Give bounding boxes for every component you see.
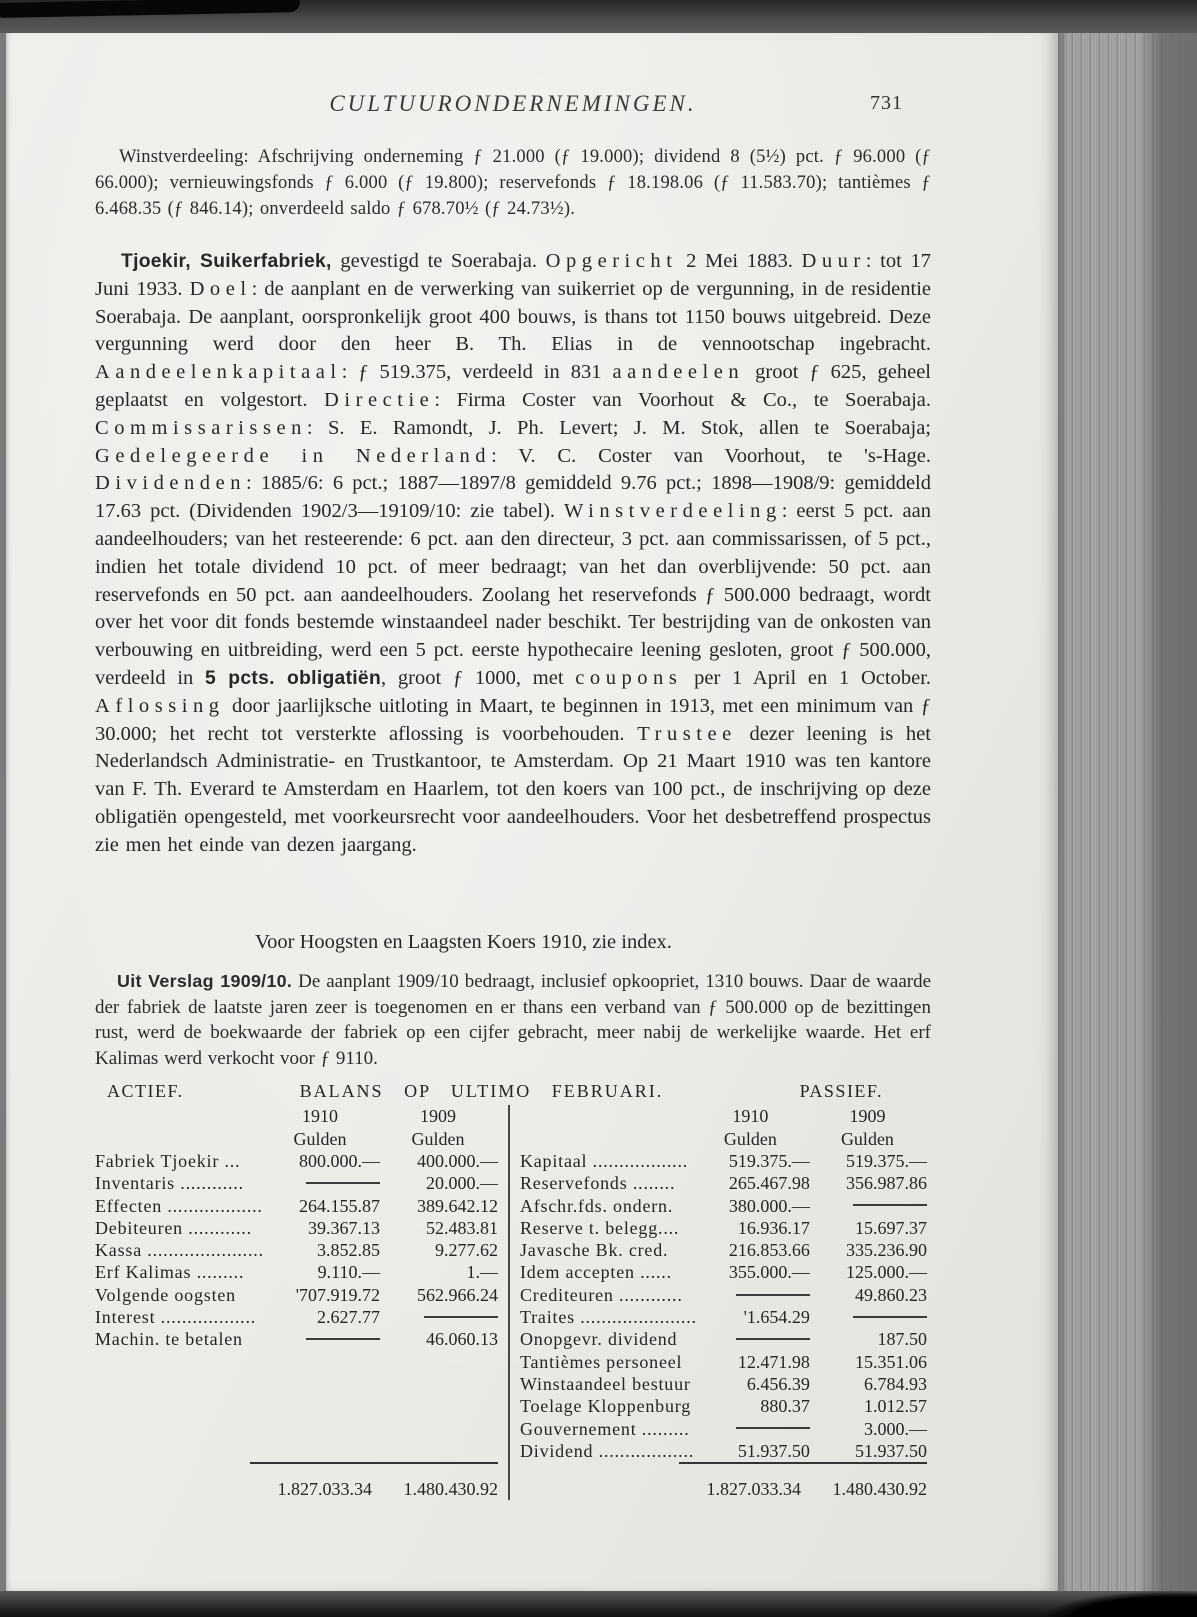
passief-table-head <box>520 1105 931 1150</box>
body-text: 2 Mei 1883. <box>677 250 802 272</box>
table-row <box>95 1328 502 1350</box>
table-row <box>520 1284 931 1306</box>
table-row <box>520 1261 931 1283</box>
row-value: 356.987.86 <box>845 1173 927 1194</box>
winstverdeeling-paragraph <box>95 144 931 222</box>
row-value: '707.919.72 <box>295 1284 380 1305</box>
body-text: : 1885/6: 6 pct.; 1887—1897/8 gemiddeld 9.76 pct.; 1898—1908/9: gemiddeld 17.63 pct. (Dividenden 1902/3—19109/10: zie tabel). <box>95 472 931 523</box>
unit-header-row <box>95 1128 502 1150</box>
row-value: '1.654.29 <box>743 1307 810 1328</box>
letterspaced-text: aandeelen <box>612 361 745 384</box>
letterspaced-text: Aflossing <box>95 694 225 717</box>
row-value: 51.937.50 <box>854 1440 927 1461</box>
body-text: dezer leening is het Nederlandsch Administratie- en Trustkantoor, te Amsterdam. Op 21 Maart 1910 was ten kantore van F. Th. Everard te Amsterdam en Haarlem, tot den koers van 100 pct., de inschrijving op deze obligatiën opengesteld, met voorkeursrecht voor aandeelhouders. Voor het desbetreffend prospectus zie men het einde van dezen jaargang. <box>95 722 931 856</box>
row-value: 562.966.24 <box>416 1284 498 1305</box>
body-text: : tot 17 Juni 1933. <box>95 250 931 300</box>
row-value: 264.155.87 <box>298 1195 380 1216</box>
body-text: per 1 April en 1 October. <box>682 666 932 689</box>
table-row <box>520 1306 931 1328</box>
row-label: Kapitaal .................. <box>519 1150 689 1171</box>
table-row <box>520 1239 931 1261</box>
page-content <box>95 31 931 1500</box>
journal-title: CULTUURONDERNEMINGEN. <box>329 91 697 116</box>
book-page-stack-edge <box>1058 0 1197 1617</box>
verslag-paragraph <box>95 969 931 1071</box>
year-header-row <box>520 1105 931 1127</box>
row-value: 15.351.06 <box>854 1351 927 1372</box>
letterspaced-text: Winstverdeeling <box>564 500 782 523</box>
letterspaced-text: Aandeelenkapitaal <box>95 361 342 384</box>
year-1910-header: 1910 <box>301 1106 338 1127</box>
actief-totals <box>250 1462 498 1500</box>
letterspaced-text: Dividenden <box>95 472 246 495</box>
row-value: 3.000.— <box>863 1418 927 1439</box>
row-value: 39.367.13 <box>307 1217 380 1238</box>
body-text: door jaarlijksche uitloting in Maart, te beginnen in 1913, met een minimum van ƒ 30.000; het recht tot versterkte aflossing is voorbehouden. <box>95 694 931 745</box>
body-text: De aanplant 1909/10 bedraagt, inclusief opkoopriet, 1310 bouws. Daar de waarde der fabriek de laatste jaren zeer is toegenomen en er thans een verband van ƒ 500.000 op de bezittingen rust, werd de boekwaarde der fabriek op een cijfer gebracht, meer nabij de werkelijke waarde. Het erf Kalimas werd verkocht voor ƒ 9110. <box>95 971 932 1069</box>
row-label: Dividend .................. <box>519 1440 695 1461</box>
body-text: : eerst 5 pct. aan aandeelhouders; van het resteerende: 6 pct. aan den directeur, 3 pct. aan commissarissen, of 5 pct., indien het totale dividend 10 pct. of meer bedraagt; van het dan overblijvende: 50 pct. aan reservefonds en 50 pct. aan aandeelhouders. Zoolang het reservefonds ƒ 500.000 bedraagt, wordt over het voor dit fonds bestemde winstaandeel nader beschikt. Ter bestrijding van de onkosten van verbouwing en uitbreiding, werd een 5 pct. eerste hypothecaire leening gesloten, groot ƒ 500.000, verdeeld in <box>95 500 931 689</box>
row-label: Idem accepten ...... <box>519 1262 672 1283</box>
table-row <box>520 1351 931 1373</box>
row-value: 2.627.77 <box>316 1307 380 1328</box>
blank-value-rule <box>424 1316 498 1318</box>
letterspaced-text: Commissarissen <box>95 416 307 439</box>
table-row <box>520 1172 931 1194</box>
row-label: Reservefonds ........ <box>519 1173 676 1194</box>
row-label: Crediteuren ............ <box>519 1284 683 1305</box>
table-row <box>95 1239 502 1261</box>
year-header-row <box>95 1105 502 1127</box>
table-row <box>520 1440 931 1462</box>
row-value: 1.012.57 <box>863 1396 927 1417</box>
passief-heading: PASSIEF. <box>799 1081 883 1102</box>
body-text: Winstverdeeling: Afschrijving onderneming ƒ 21.000 (ƒ 19.000); dividend 8 (5½) pct. ƒ 96.000 (ƒ 66.000); vernieuwingsfonds ƒ 6.000 (ƒ 19.800); reservefonds ƒ 18.198.06 (ƒ 11.583.70); tantièmes ƒ 6.468.35 (ƒ 846.14); onverdeeld saldo ƒ 678.70½ (ƒ 24.73½). <box>95 147 931 219</box>
table-row <box>520 1373 931 1395</box>
row-value <box>266 1328 384 1350</box>
row-value: 880.37 <box>760 1396 810 1417</box>
passief-total-1910: 1.827.033.34 <box>706 1479 801 1500</box>
body-text: , groot ƒ 1000, met <box>381 666 576 689</box>
unit-header-row <box>520 1128 931 1150</box>
scan-top-edge <box>0 0 1197 33</box>
row-value: 519.375.— <box>845 1150 927 1171</box>
company-entry-paragraph <box>95 248 931 928</box>
row-value: 16.936.17 <box>737 1217 810 1238</box>
table-row <box>520 1150 931 1172</box>
year-1909-header: 1909 <box>419 1106 456 1127</box>
blank-value-rule <box>853 1204 927 1206</box>
balance-sheet <box>95 1079 931 1500</box>
table-row <box>95 1195 502 1217</box>
passief-table <box>520 1105 931 1462</box>
body-text: groot ƒ 625, geheel geplaatst en volgestort. <box>95 361 931 411</box>
koers-index-line: Voor Hoogsten en Laagsten Koers 1910, zie index. <box>255 931 672 953</box>
blank-value-rule <box>736 1427 810 1429</box>
letterspaced-text: coupons <box>575 666 683 689</box>
row-value <box>384 1306 502 1328</box>
blank-value-rule <box>736 1338 810 1340</box>
row-value: 187.50 <box>877 1329 927 1350</box>
passief-rows <box>520 1150 931 1462</box>
body-text: gevestigd te Soerabaja. <box>331 250 546 272</box>
table-row <box>95 1217 502 1239</box>
row-value: 51.937.50 <box>737 1440 810 1461</box>
row-label: Gouvernement ......... <box>519 1418 690 1439</box>
actief-total-1909: 1.480.430.92 <box>403 1479 498 1500</box>
row-value <box>814 1306 931 1328</box>
row-label: Kassa ...................... <box>95 1240 264 1261</box>
row-value: 3.852.85 <box>316 1240 380 1261</box>
table-row <box>520 1328 931 1350</box>
spacer-cell <box>95 1105 266 1127</box>
row-value: 335.236.90 <box>845 1240 927 1261</box>
blank-value-rule <box>306 1182 380 1184</box>
row-value: 519.375.— <box>728 1150 810 1171</box>
letterspaced-text: Duur <box>801 250 866 272</box>
passief-totals <box>679 1462 927 1500</box>
row-value: 265.467.98 <box>728 1173 810 1194</box>
row-value <box>697 1284 814 1306</box>
row-value: 49.860.23 <box>854 1284 927 1305</box>
row-value: 12.471.98 <box>737 1351 810 1372</box>
row-label: Traites ...................... <box>519 1307 697 1328</box>
row-value: 1.— <box>466 1262 498 1283</box>
row-label: Debiteuren ............ <box>95 1217 252 1238</box>
unit-label: Gulden <box>723 1128 777 1149</box>
row-value: 15.697.37 <box>854 1217 927 1238</box>
row-label: Erf Kalimas ......... <box>95 1262 245 1283</box>
unit-label: Gulden <box>411 1128 465 1149</box>
body-text: : de aanplant en de verwerking van suikerriet op de vergunning, in de residentie Soerabaja. De aanplant, oorspronkelijk groot 400 bouws, is thans tot 1150 bouws uitgebreid. Deze vergunning werd door den heer B. Th. Elias in de vennootschap ingebracht. <box>95 277 931 356</box>
row-label: Interest .................. <box>95 1307 257 1328</box>
row-label: Winstaandeel bestuur <box>519 1373 691 1394</box>
row-label: Inventaris ............ <box>95 1173 244 1194</box>
row-label: Onopgevr. dividend <box>519 1329 678 1350</box>
table-row <box>520 1217 931 1239</box>
row-value: 6.456.39 <box>746 1373 810 1394</box>
row-value: 380.000.— <box>728 1195 810 1216</box>
row-label: Effecten .................. <box>95 1195 263 1216</box>
balance-sheet-header <box>95 1079 931 1103</box>
row-value: 400.000.— <box>416 1150 498 1171</box>
blank-value-rule <box>736 1294 810 1296</box>
table-row <box>95 1150 502 1172</box>
letterspaced-text: Opgericht <box>545 250 678 272</box>
actief-column <box>95 1105 508 1500</box>
row-value: 46.060.13 <box>425 1329 498 1350</box>
row-label: Javasche Bk. cred. <box>519 1240 669 1261</box>
row-value <box>814 1195 931 1217</box>
body-text: : ƒ 519.375, verdeeld in 831 <box>341 361 613 384</box>
row-label: Volgende oogsten <box>95 1284 236 1305</box>
table-row <box>520 1395 931 1417</box>
balance-sheet-body <box>95 1105 931 1500</box>
table-row <box>520 1418 931 1440</box>
unit-label: Gulden <box>293 1128 347 1149</box>
table-row <box>95 1172 502 1194</box>
letterspaced-text: Gedelegeerde in Nederland <box>95 444 492 467</box>
table-row <box>95 1261 502 1283</box>
row-value: 389.642.12 <box>416 1195 498 1216</box>
scan-bottom-edge <box>0 1591 1197 1617</box>
letterspaced-text: Doel <box>189 277 252 300</box>
row-value: 355.000.— <box>728 1262 810 1283</box>
row-value: 125.000.— <box>845 1262 927 1283</box>
page-number: 731 <box>870 92 903 114</box>
book-page <box>6 31 1058 1591</box>
row-value <box>266 1172 384 1194</box>
running-head <box>95 91 931 119</box>
body-text: : V. C. Coster van Voorhout, te 's-Hage. <box>491 444 931 467</box>
table-row <box>95 1306 502 1328</box>
row-value: 800.000.— <box>298 1150 380 1171</box>
row-value <box>697 1418 814 1440</box>
actief-table <box>95 1105 502 1350</box>
row-value <box>697 1328 814 1350</box>
row-value: 216.853.66 <box>728 1240 810 1261</box>
table-row <box>520 1195 931 1217</box>
row-label: Afschr.fds. ondern. <box>519 1195 674 1216</box>
letterspaced-text: Directie <box>324 388 435 411</box>
passief-column <box>508 1105 931 1500</box>
row-value: 20.000.— <box>425 1173 498 1194</box>
row-label: Fabriek Tjoekir ... <box>95 1150 241 1171</box>
passief-total-1909: 1.480.430.92 <box>832 1479 927 1500</box>
table-row <box>95 1284 502 1306</box>
spacer-cell <box>520 1128 697 1150</box>
blank-value-rule <box>853 1316 927 1318</box>
row-value: 9.277.62 <box>434 1240 498 1261</box>
row-label: Toelage Kloppenburg <box>519 1396 692 1417</box>
row-value: 52.483.81 <box>425 1217 498 1238</box>
row-label: Tantièmes personeel <box>519 1351 683 1372</box>
body-text: : Firma Coster van Voorhout & Co., te Soerabaja. <box>434 388 931 411</box>
spacer-cell <box>520 1105 697 1127</box>
blank-value-rule <box>306 1338 380 1340</box>
row-value: 9.110.— <box>317 1262 380 1283</box>
emphasized-text: Tjoekir, Suikerfabriek, <box>121 251 332 272</box>
actief-heading: ACTIEF. <box>107 1081 184 1102</box>
spacer-cell <box>95 1128 266 1150</box>
balance-title: BALANS OP ULTIMO FEBRUARI. <box>299 1081 664 1102</box>
year-1910-header: 1910 <box>732 1106 769 1127</box>
row-label: Machin. te betalen <box>95 1329 243 1350</box>
row-value: 6.784.93 <box>863 1373 927 1394</box>
unit-label: Gulden <box>840 1128 894 1149</box>
emphasized-text: Uit Verslag 1909/10. <box>117 971 293 991</box>
actief-total-1910: 1.827.033.34 <box>277 1479 372 1500</box>
row-label: Reserve t. belegg.... <box>519 1217 680 1238</box>
letterspaced-text: Trustee <box>637 722 737 745</box>
actief-rows <box>95 1150 502 1351</box>
year-1909-header: 1909 <box>849 1106 886 1127</box>
emphasized-text: 5 pcts. obligatiën <box>205 667 382 689</box>
body-text: : S. E. Ramondt, J. Ph. Levert; J. M. Stok, allen te Soerabaja; <box>306 416 931 439</box>
actief-table-head <box>95 1105 502 1150</box>
